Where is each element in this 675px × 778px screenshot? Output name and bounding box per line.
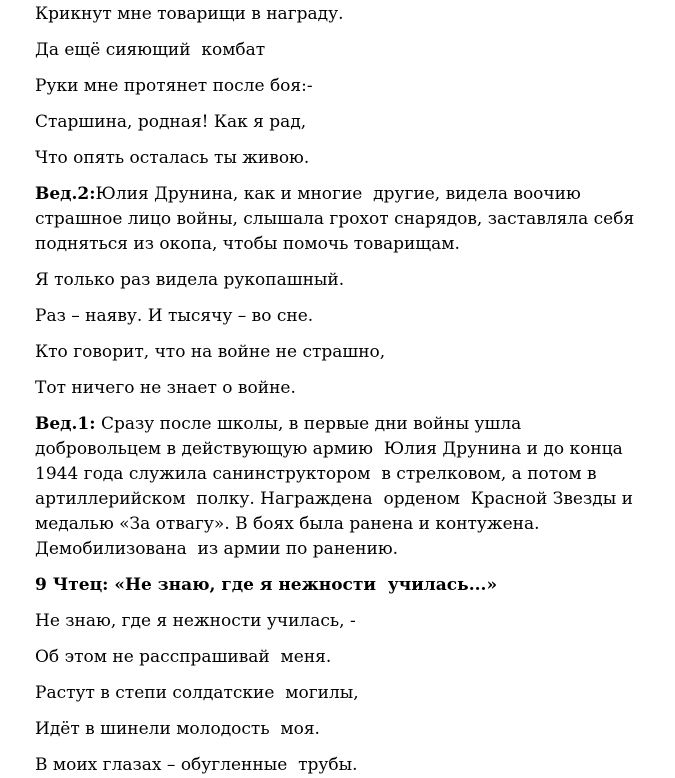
reader-9-heading: [35, 573, 671, 598]
poem-line: Раз – наяву. И тысячу – во сне.: [35, 306, 314, 326]
paragraph-line: Демобилизована из армии по ранению.: [35, 539, 399, 559]
poem-line-block: [35, 268, 671, 293]
poem-line-block: [35, 304, 671, 329]
poem-line-block: [35, 681, 671, 706]
poem-line-block: [35, 146, 671, 171]
host-2-paragraph: [35, 182, 671, 257]
poem-line-block: [35, 717, 671, 742]
poem-line: Крикнут мне товарищи в награду.: [35, 4, 344, 24]
host-1-paragraph: [35, 412, 671, 562]
speaker-label-ved1: Вед.1:: [35, 414, 96, 434]
speaker-label-ved2: Вед.2:: [35, 184, 96, 204]
poem-line-block: [35, 38, 671, 63]
paragraph-text: Юлия Друнина, как и многие другие, видела воочию: [95, 184, 581, 204]
heading-line: 9 Чтец: «Не знаю, где я нежности училась...»: [35, 575, 498, 595]
paragraph-line: артиллерийском полку. Награждена орденом Красной Звезды и: [35, 489, 633, 509]
paragraph-line: страшное лицо войны, слышала грохот снарядов, заставляла себя: [35, 209, 635, 229]
poem-line-block: [35, 340, 671, 365]
poem-line-block: [35, 74, 671, 99]
poem-line: Идёт в шинели молодость моя.: [35, 719, 320, 739]
poem-line: Старшина, родная! Как я рад,: [35, 112, 307, 132]
paragraph-line: 1944 года служила санинструктором в стрелковом, а потом в: [35, 464, 597, 484]
poem-line: Об этом не расспрашивай меня.: [35, 647, 332, 667]
poem-line: Растут в степи солдатские могилы,: [35, 683, 359, 703]
paragraph-text: Сразу после школы, в первые дни войны ушла: [95, 414, 522, 434]
poem-line-block: [35, 2, 671, 27]
poem-line: Что опять осталась ты живою.: [35, 148, 310, 168]
poem-line-block: [35, 645, 671, 670]
poem-line: Тот ничего не знает о войне.: [35, 378, 296, 398]
poem-line-block: [35, 110, 671, 135]
paragraph-line: [35, 412, 671, 437]
poem-line: Руки мне протянет после боя:-: [35, 76, 313, 96]
paragraph-line: добровольцем в действующую армию Юлия Друнина и до конца: [35, 439, 623, 459]
poem-line: В моих глазах – обугленные трубы.: [35, 755, 358, 775]
paragraph-line: медалью «За отвагу». В боях была ранена и контужена.: [35, 514, 540, 534]
poem-line: Не знаю, где я нежности училась, -: [35, 611, 356, 631]
poem-line: Кто говорит, что на войне не страшно,: [35, 342, 386, 362]
poem-line-block: [35, 753, 671, 778]
paragraph-line: [35, 182, 671, 207]
poem-line: Да ещё сияющий комбат: [35, 40, 266, 60]
poem-line-block: [35, 376, 671, 401]
paragraph-line: подняться из окопа, чтобы помочь товарищам.: [35, 234, 460, 254]
poem-line: Я только раз видела рукопашный.: [35, 270, 345, 290]
poem-line-block: [35, 609, 671, 634]
